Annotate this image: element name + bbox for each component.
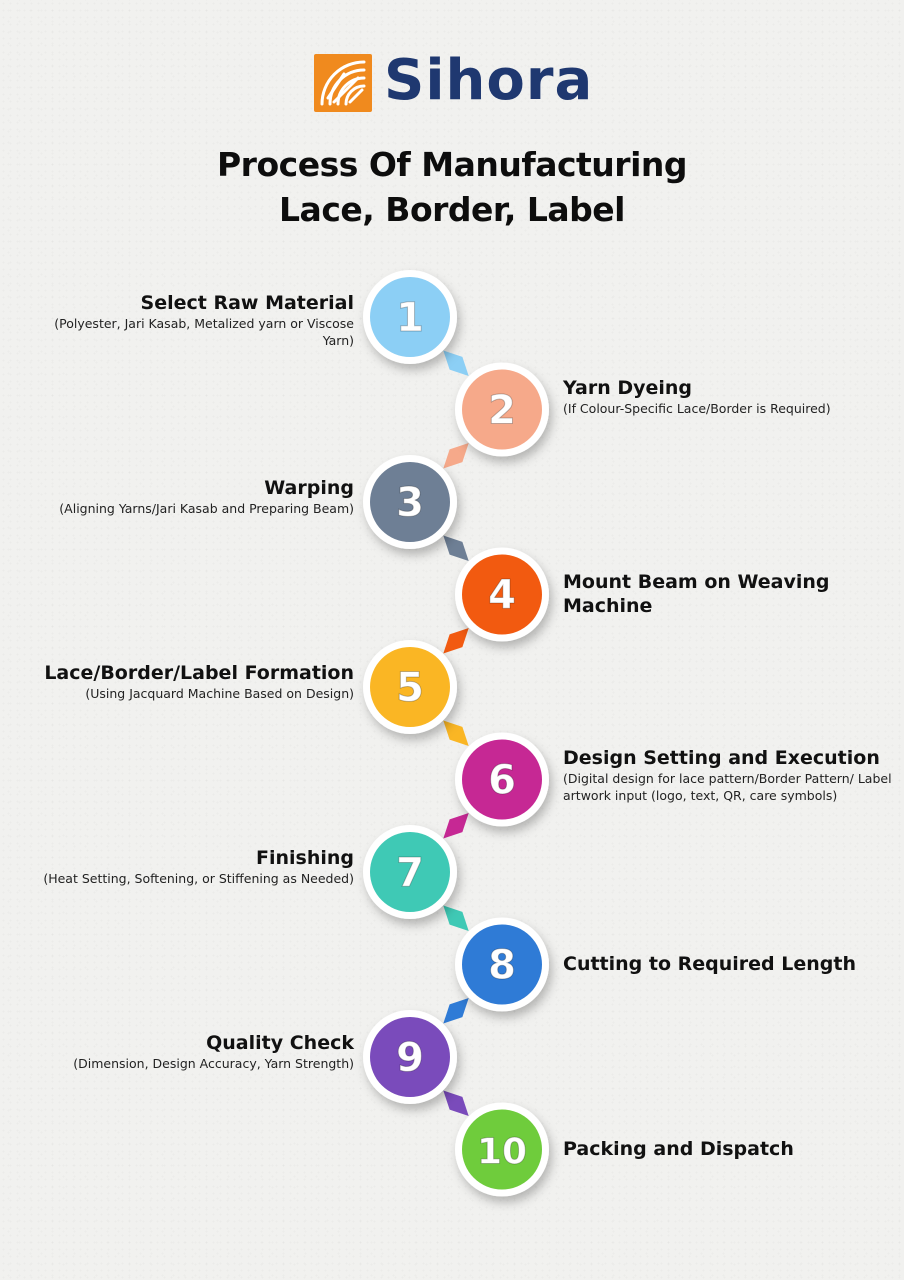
- step-badge-9: [363, 1010, 457, 1104]
- step-text-6: [563, 746, 893, 804]
- step-title: Warping: [264, 477, 354, 499]
- step-connector: [443, 905, 468, 931]
- step-connector: [443, 443, 468, 469]
- step-connector: [443, 720, 468, 746]
- step-connector: [443, 1090, 468, 1116]
- step-title: Yarn Dyeing: [563, 376, 693, 399]
- step-badge-7: [363, 825, 457, 919]
- step-connector: [443, 813, 468, 839]
- brand-name: Sihora: [384, 48, 594, 113]
- step-number: 8: [488, 942, 516, 989]
- step-badge-5: [363, 640, 457, 734]
- step-subtitle: (Polyester, Jari Kasab, Metalized yarn or Viscose Yarn): [54, 316, 354, 348]
- step-badge-4: [455, 548, 549, 642]
- step-text-3: [24, 476, 354, 517]
- step-number: 7: [396, 850, 424, 896]
- step-subtitle: (Digital design for lace pattern/Border Pattern/ Label artwork input (logo, text, QR, care symbols): [563, 770, 892, 803]
- step-title: Mount Beam on Weaving Machine: [563, 570, 830, 617]
- step-text-10: [563, 1137, 893, 1161]
- step-subtitle: (If Colour-Specific Lace/Border is Required): [563, 400, 831, 416]
- step-badge-6: [455, 733, 549, 827]
- step-connector: [443, 350, 468, 376]
- step-subtitle: (Dimension, Design Accuracy, Yarn Strength): [73, 1056, 354, 1071]
- step-title: Lace/Border/Label Formation: [44, 662, 354, 684]
- step-badge-8: [455, 918, 549, 1012]
- step-text-9: [24, 1031, 354, 1072]
- step-badge-2: [455, 363, 549, 457]
- step-subtitle: (Heat Setting, Softening, or Stiffening as Needed): [43, 871, 354, 886]
- step-subtitle: (Aligning Yarns/Jari Kasab and Preparing Beam): [59, 501, 354, 516]
- step-title: Quality Check: [206, 1032, 354, 1054]
- step-text-2: [563, 376, 893, 417]
- step-text-4: [563, 570, 853, 618]
- step-badge-10: [455, 1103, 549, 1197]
- page-title-line-1: Process Of Manufacturing: [217, 145, 687, 184]
- step-number: 6: [488, 757, 516, 804]
- step-title: Select Raw Material: [140, 292, 354, 314]
- step-number: 4: [488, 572, 516, 619]
- step-number: 3: [396, 480, 424, 526]
- step-number: 9: [396, 1035, 424, 1081]
- step-number: 1: [396, 295, 424, 341]
- step-text-8: [563, 952, 893, 976]
- step-badge-3: [363, 455, 457, 549]
- step-subtitle: (Using Jacquard Machine Based on Design): [85, 686, 354, 701]
- step-title: Design Setting and Execution: [563, 746, 880, 769]
- step-badge-1: [363, 270, 457, 364]
- step-number: 5: [396, 665, 424, 711]
- step-title: Cutting to Required Length: [563, 952, 856, 975]
- step-text-7: [24, 846, 354, 887]
- step-connector: [443, 998, 468, 1024]
- page-title-line-2: Lace, Border, Label: [279, 190, 625, 229]
- step-connector: [443, 628, 468, 654]
- step-text-1: [24, 291, 354, 349]
- step-number: 2: [488, 387, 516, 434]
- step-text-5: [24, 661, 354, 702]
- step-number: 10: [476, 1131, 528, 1173]
- step-title: Finishing: [255, 847, 354, 869]
- step-title: Packing and Dispatch: [563, 1137, 794, 1160]
- step-connector: [443, 535, 468, 561]
